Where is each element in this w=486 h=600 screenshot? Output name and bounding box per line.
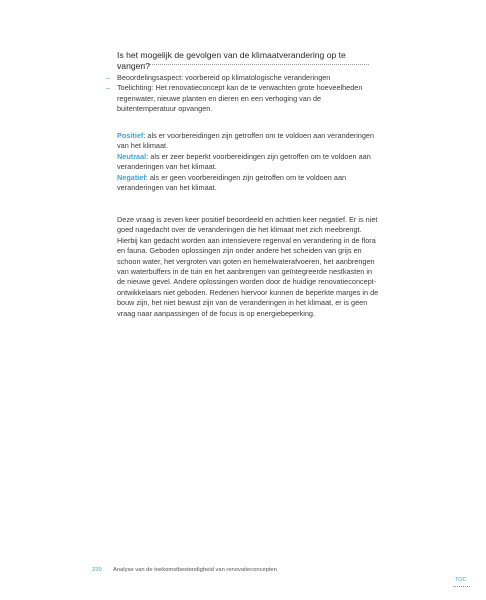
definition-negative: Negatief: als er geen voorbereidingen zijn getroffen om te voldoen aan veranderingen van het klimaat. <box>117 172 347 193</box>
dash-marker: – <box>106 83 111 93</box>
bullet-item-explanation <box>106 83 376 114</box>
page-footer <box>92 567 277 573</box>
section-heading: Is het mogelijk de gevolgen van de klimaatverandering op te vangen? <box>117 50 346 71</box>
running-title: Analyse van de toekomstbestendigheid van renovatieconcepten <box>112 567 278 573</box>
dash-marker: – <box>106 73 111 82</box>
rating-definitions <box>117 131 379 193</box>
body-paragraph: Deze vraag is zeven keer positief beoordeeld en achttien keer negatief. Er is niet goed nagedacht over de veranderingen die het klimaat met zich meebrengt. Hierbij kan gedacht worden aan intensievere regenval en verandering in de flora en fauna. Geboden oplossingen zijn onder andere het scheiden van grijs en schoon water, het vergroten van goten en hemelwaterafvoeren, het aanbrengen van waterbuffers in de tuin en het aanbrengen van geïntegreerde nestkasten in de nieuwe gevel. Andere oplossingen worden door de huidige renovatieconcept-ontwikkelaars niet geboden. Redenen hiervoor kunnen de beperkte marges in de bouw zijn, het niet bewust zijn van de veranderingen in het klimaat, er is geen vraag naar aanpassingen of de focus is op energiebeperking. <box>117 215 379 318</box>
definition-positive: Positief: als er voorbereidingen zijn getroffen om te voldoen aan veranderingen van het klimaat. <box>117 131 375 151</box>
bullet-item-assessment <box>106 73 376 83</box>
heading-divider <box>117 64 369 65</box>
bullet-text: Toelichting: Het renovatieconcept kan de te verwachten grote hoeveelheden regenwater, nieuwe planten en dieren en een verhoging van de buitentemperatuur opvangen. <box>117 83 363 114</box>
term-label: Positief <box>117 131 144 140</box>
term-label: Neutraal <box>117 151 147 161</box>
definition-text: als er zeer beperkt voorbereidingen zijn getroffen om te voldoen aan veranderingen van het klimaat. <box>117 151 371 172</box>
bullet-list <box>106 73 376 115</box>
term-label: Negatief <box>117 172 146 182</box>
definition-text: als er geen voorbereidingen zijn getroffen om te voldoen aan veranderingen van het klimaat. <box>117 172 347 193</box>
toc-underline <box>453 586 470 587</box>
definition-text: als er voorbereidingen zijn getroffen om te voldoen aan veranderingen van het klimaat. <box>117 131 375 151</box>
definition-neutral: Neutraal: als er zeer beperkt voorbereidingen zijn getroffen om te voldoen aan veranderingen van het klimaat. <box>117 151 371 172</box>
toc-link[interactable]: TOC <box>455 577 467 583</box>
bullet-text: Beoordelingsaspect: voorbereid op klimatologische veranderingen <box>117 73 331 82</box>
page-number: 239 <box>92 567 102 573</box>
